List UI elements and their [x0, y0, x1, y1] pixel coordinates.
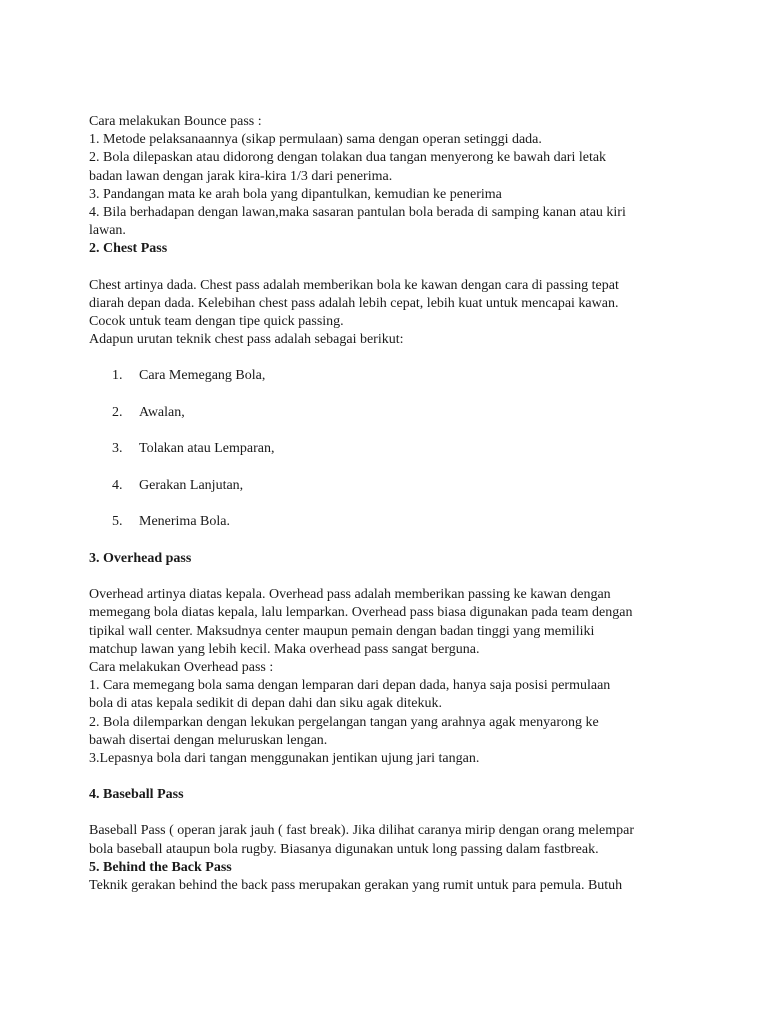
- bounce-intro: Cara melakukan Bounce pass :: [89, 114, 262, 129]
- list-item-number: 5.: [112, 514, 123, 530]
- list-item-text: Cara Memegang Bola,: [139, 368, 266, 384]
- chest-pass-section: [89, 240, 689, 550]
- overhead-paragraph-line: Overhead artinya diatas kepala. Overhead pass adalah memberikan passing ke kawan dengan: [89, 587, 611, 603]
- behind-back-pass-section: [89, 859, 689, 895]
- list-item: [89, 440, 689, 477]
- overhead-paragraph-line: Cara melakukan Overhead pass :: [89, 659, 274, 675]
- overhead-paragraph-line: 1. Cara memegang bola sama dengan lemparan dari depan dada, hanya saja posisi permulaan: [89, 678, 611, 694]
- chest-paragraph-line: Cocok untuk team dengan tipe quick passing.: [89, 314, 344, 330]
- chest-paragraph-line: Chest artinya dada. Chest pass adalah memberikan bola ke kawan dengan cara di passing tepat: [89, 277, 619, 293]
- chest-paragraph-line: diarah depan dada. Kelebihan chest pass adalah lebih cepat, lebih kuat untuk mencapai kawan.: [89, 295, 619, 311]
- list-item-number: 4.: [112, 477, 123, 493]
- overhead-paragraph-line: memegang bola diatas kepala, lalu lemparkan. Overhead pass biasa digunakan pada team dengan: [89, 605, 633, 621]
- overhead-paragraph-line: tipikal wall center. Maksudnya center maupun pemain dengan badan tinggi yang memiliki: [89, 623, 595, 639]
- bounce-line: 4. Bila berhadapan dengan lawan,maka sasaran pantulan bola berada di samping kanan atau kiri: [89, 205, 626, 221]
- behind-back-pass-heading: 5. Behind the Back Pass: [89, 859, 232, 875]
- list-item-text: Menerima Bola.: [139, 514, 230, 530]
- baseball-pass-heading: 4. Baseball Pass: [89, 787, 184, 803]
- list-item-number: 3.: [112, 441, 123, 457]
- chest-paragraph-line: Adapun urutan teknik chest pass adalah sebagai berikut:: [89, 332, 404, 348]
- overhead-paragraph-line: 2. Bola dilemparkan dengan lekukan pergelangan tangan yang arahnya agak menyarong ke: [89, 714, 599, 730]
- overhead-paragraph-line: 3.Lepasnya bola dari tangan menggunakan jentikan ujung jari tangan.: [89, 750, 480, 766]
- overhead-paragraph-line: bola di atas kepala sedikit di depan dahi dan siku agak ditekuk.: [89, 696, 443, 712]
- list-item: [89, 513, 689, 550]
- chest-pass-heading: 2. Chest Pass: [89, 241, 168, 257]
- bounce-line: badan lawan dengan jarak kira-kira 1/3 dari penerima.: [89, 168, 393, 184]
- list-item-text: Tolakan atau Lemparan,: [139, 441, 275, 457]
- overhead-pass-heading: 3. Overhead pass: [89, 550, 192, 566]
- baseball-paragraph-line: bola baseball ataupun bola rugby. Biasanya digunakan untuk long passing dalam fastbreak.: [89, 841, 599, 857]
- behind-paragraph-line: Teknik gerakan behind the back pass merupakan gerakan yang rumit untuk para pemula. Butuh: [89, 877, 623, 893]
- list-item: [89, 404, 689, 441]
- document-page: [89, 113, 689, 895]
- bounce-line: 3. Pandangan mata ke arah bola yang dipantulkan, kemudian ke penerima: [89, 186, 502, 202]
- chest-steps-list: [89, 367, 689, 550]
- baseball-paragraph-line: Baseball Pass ( operan jarak jauh ( fast break). Jika dilihat caranya mirip dengan orang melempar: [89, 823, 635, 839]
- bounce-line: 2. Bola dilepaskan atau didorong dengan tolakan dua tangan menyerong ke bawah dari letak: [89, 150, 607, 166]
- list-item-number: 1.: [112, 368, 123, 384]
- bounce-line: 1. Metode pelaksanaannya (sikap permulaan) sama dengan operan setinggi dada.: [89, 132, 542, 148]
- overhead-pass-section: [89, 550, 689, 768]
- list-item-number: 2.: [112, 404, 123, 420]
- list-item-text: Gerakan Lanjutan,: [139, 477, 244, 493]
- list-item: [89, 367, 689, 404]
- list-item: [89, 477, 689, 514]
- overhead-paragraph-line: bawah disertai dengan meluruskan lengan.: [89, 732, 328, 748]
- list-item-text: Awalan,: [139, 404, 185, 420]
- baseball-pass-section: [89, 786, 689, 859]
- bounce-line: lawan.: [89, 223, 126, 239]
- overhead-paragraph-line: matchup lawan yang lebih kecil. Maka overhead pass sangat berguna.: [89, 641, 480, 657]
- bounce-pass-section: [89, 113, 689, 240]
